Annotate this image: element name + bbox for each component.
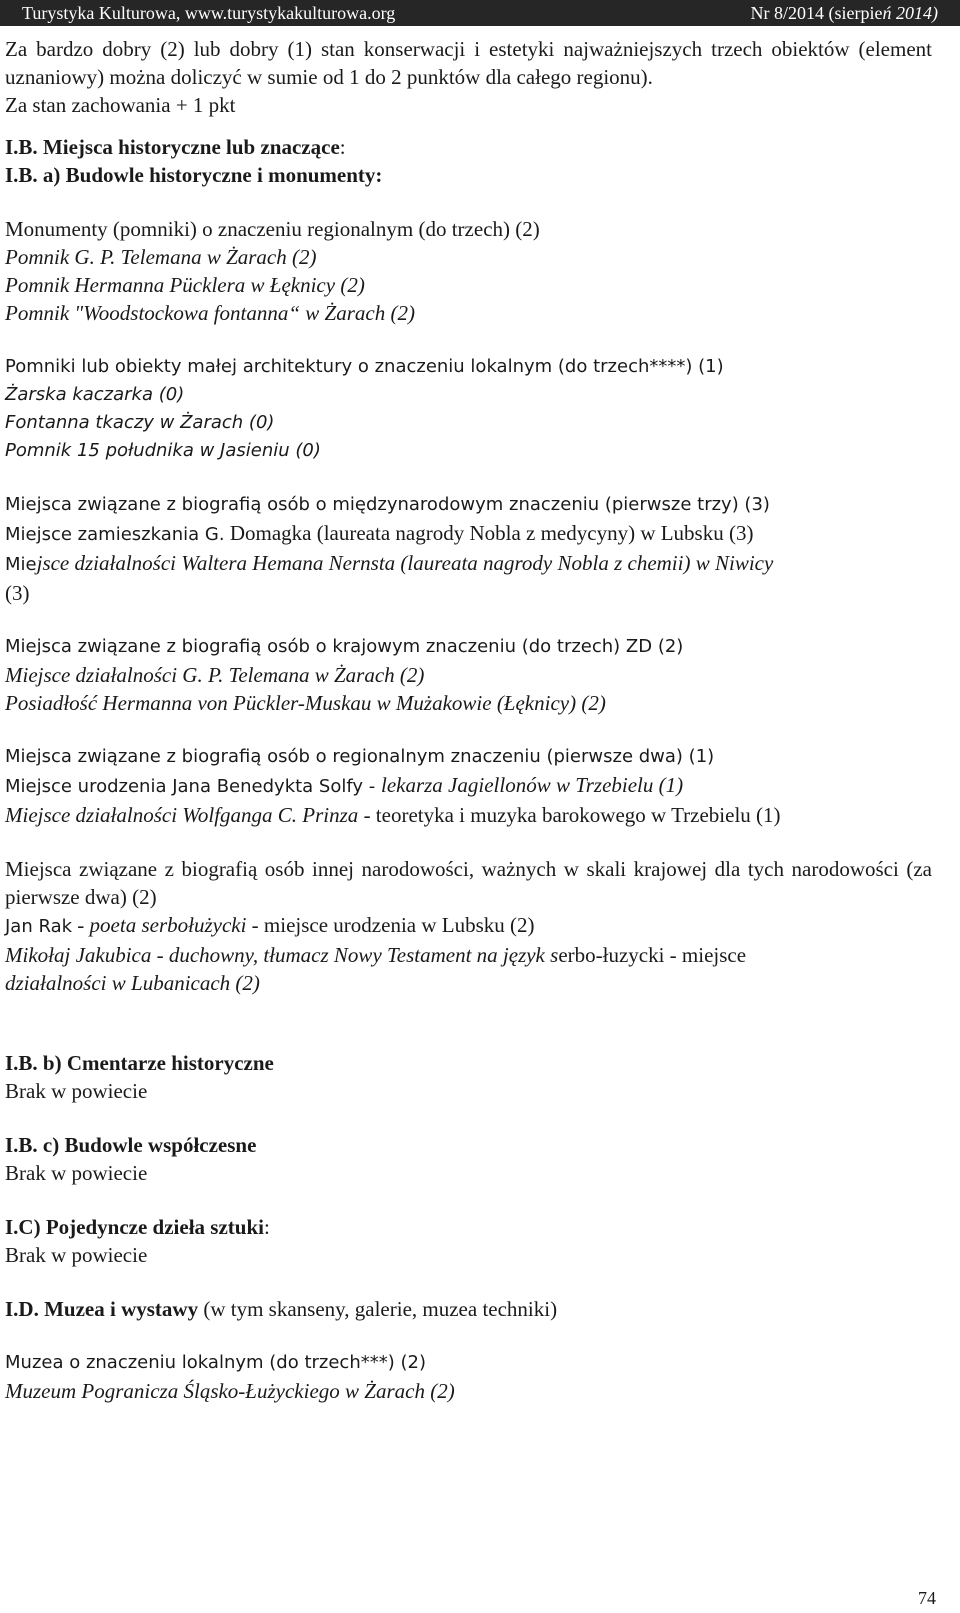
section-ib-heading: I.B. Miejsca historyczne lub znaczące: [5,135,346,159]
monuments-local-title: Pomniki lub obiekty małej architektury o znaczeniu lokalnym (do trzech****) (1) [5,356,724,377]
issue-number: Nr 8/2014 (sierpień 2014) [750,3,938,23]
list-item: Mikołaj Jakubica - duchowny, tłumacz Nowy Testament na język serbo-łuzycki - miejsce [5,943,747,967]
list-item: Fontanna tkaczy w Żarach (0) [5,412,275,433]
monuments-regional-title: Monumenty (pomniki) o znaczeniu regionalnym (do trzech) (2) [5,217,540,241]
list-item: Pomnik "Woodstockowa fontanna“ w Żarach (2) [5,301,415,325]
list-item: Miejsce zamieszkania G. Domagka (laureata nagrody Nobla z medycyny) w Lubsku (3) [5,521,754,545]
list-item-continuation: (3) [5,581,30,605]
page-header [0,0,960,26]
document-body [5,35,932,1405]
list-item: Posiadłość Hermanna von Pückler-Muskau w Mużakowie (Łęknicy) (2) [5,691,606,715]
other-nationality-title: Miejsca związane z biografią osób innej narodowości, ważnych w skali krajowej dla tych narodowości (za pierwsze dwa) (2) [5,857,932,909]
art-works-heading: I.C) Pojedyncze dzieła sztuki: [5,1215,270,1239]
modern-buildings-heading: I.B. c) Budowle współczesne [5,1133,257,1157]
list-item: Miejsce urodzenia Jana Benedykta Solfy - lekarza Jagiellonów w Trzebielu (1) [5,773,684,797]
section-ib-a-heading: I.B. a) Budowle historyczne i monumenty: [5,163,383,187]
list-item: Miejsce działalności Waltera Hemana Nernsta (laureata nagrody Nobla z chemii) w Niwicy [5,551,774,575]
list-item-continuation: działalności w Lubanicach (2) [5,971,260,995]
list-item: Pomnik 15 południka w Jasieniu (0) [5,440,321,461]
museums-heading: I.D. Muzea i wystawy (w tym skanseny, galerie, muzea techniki) [5,1297,558,1321]
modern-buildings-value: Brak w powiecie [5,1161,148,1185]
art-works-value: Brak w powiecie [5,1243,148,1267]
intl-bio-title: Miejsca związane z biografią osób o międzynarodowym znaczeniu (pierwsze trzy) (3) [5,494,770,515]
intro-paragraph: Za bardzo dobry (2) lub dobry (1) stan konserwacji i estetyki najważniejszych trzech obiektów (element uznaniowy) można doliczyć w sumie od 1 do 2 punktów dla całego regionu). [5,37,932,89]
list-item: Pomnik G. P. Telemana w Żarach (2) [5,245,317,269]
list-item: Pomnik Hermanna Pücklera w Łęknicy (2) [5,273,365,297]
museums-local-title: Muzea o znaczeniu lokalnym (do trzech***) (2) [5,1352,426,1373]
list-item: Miejsce działalności G. P. Telemana w Żarach (2) [5,663,425,687]
list-item: Żarska kaczarka (0) [5,384,185,405]
list-item: Miejsce działalności Wolfganga C. Prinza - teoretyka i muzyka barokowego w Trzebielu (1) [5,803,781,827]
cemeteries-heading: I.B. b) Cmentarze historyczne [5,1051,274,1075]
regional-bio-title: Miejsca związane z biografią osób o regionalnym znaczeniu (pierwsze dwa) (1) [5,746,715,767]
cemeteries-value: Brak w powiecie [5,1079,148,1103]
journal-title: Turystyka Kulturowa, www.turystykakulturowa.org [22,3,396,23]
list-item: Muzeum Pogranicza Śląsko-Łużyckiego w Żarach (2) [5,1379,455,1403]
list-item: Jan Rak - poeta serbołużycki - miejsce urodzenia w Lubsku (2) [5,913,535,937]
page-number: 74 [918,1588,936,1608]
intro-points: Za stan zachowania + 1 pkt [5,93,236,117]
national-bio-title: Miejsca związane z biografią osób o krajowym znaczeniu (do trzech) ZD (2) [5,636,684,657]
